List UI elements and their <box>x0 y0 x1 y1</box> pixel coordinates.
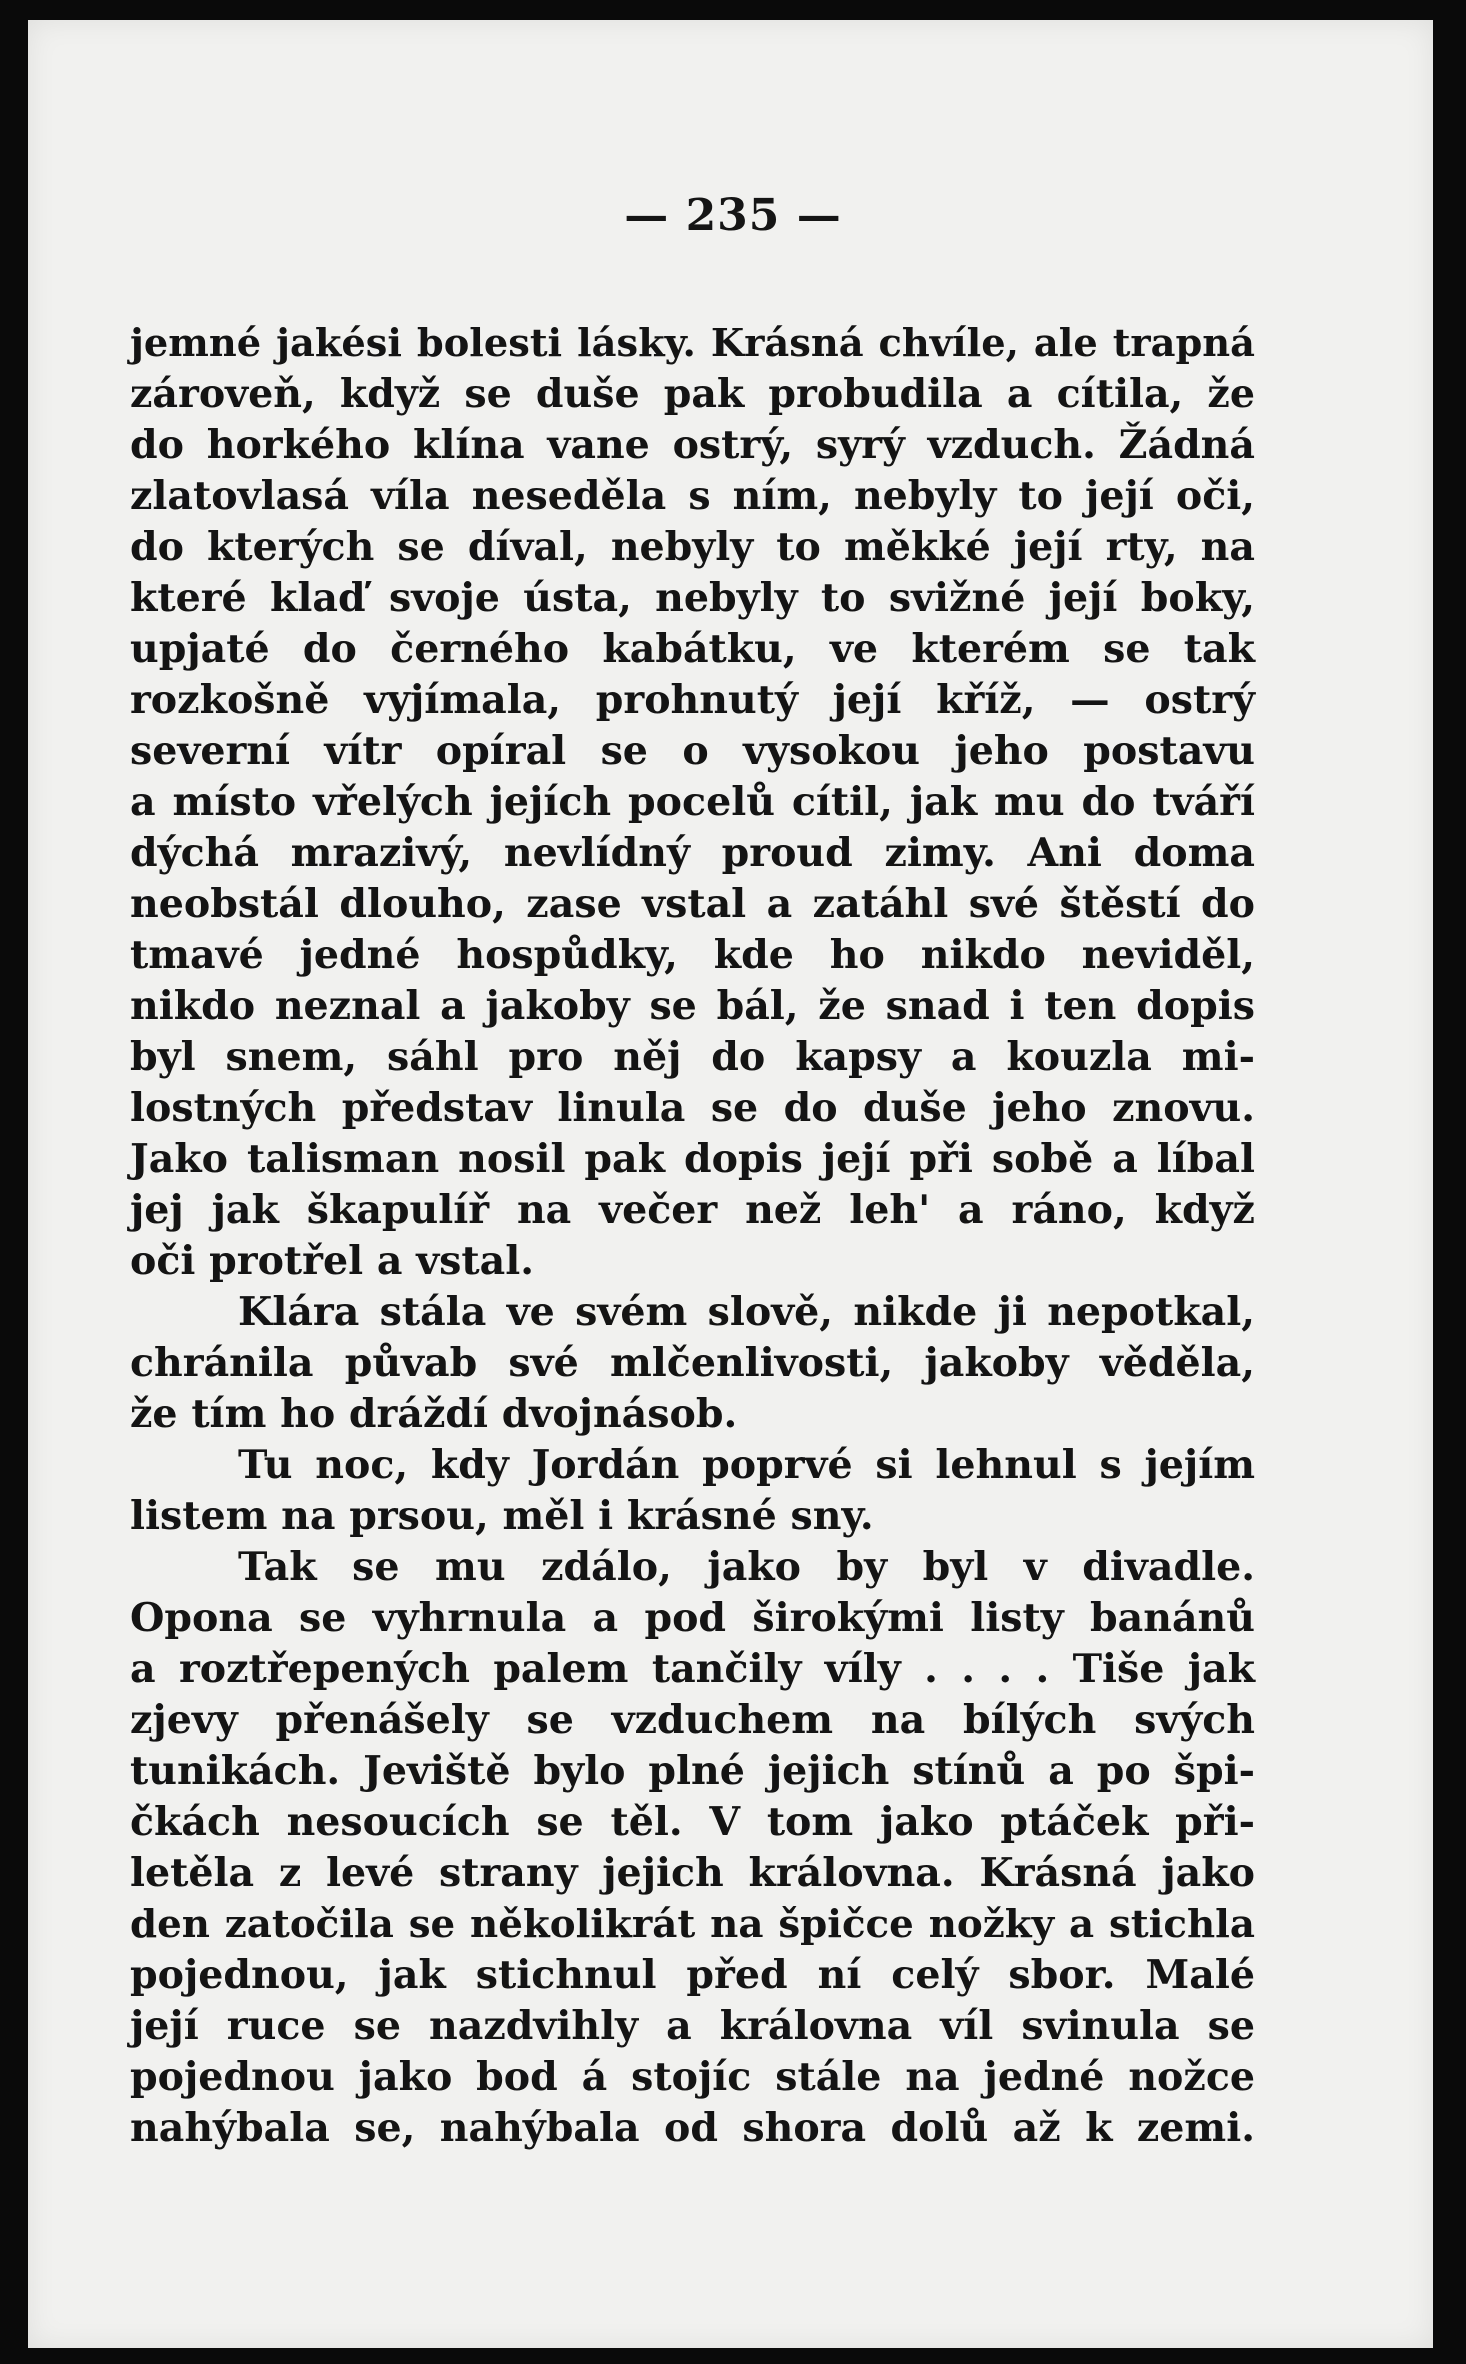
text-line: chránila půvab své mlčenlivosti, jakoby věděla, <box>130 1340 1255 1386</box>
text-line: jemné jakési bolesti lásky. Krásná chvíle, ale trapná <box>130 321 1255 366</box>
text-line: dýchá mrazivý, nevlídný proud zimy. Ani doma <box>130 830 1255 876</box>
text-line: listem na prsou, měl i krásné sny. <box>130 1493 874 1539</box>
text-line: do kterých se díval, nebyly to měkké její rty, na <box>130 524 1255 570</box>
text-line: zlatovlasá víla neseděla s ním, nebyly to její oči, <box>130 473 1255 519</box>
text-line: Jako talisman nosil pak dopis její při sobě a líbal <box>130 1136 1255 1182</box>
text-line: že tím ho dráždí dvojnásob. <box>130 1391 738 1437</box>
text-line: čkách nesoucích se těl. V tom jako ptáček při- <box>130 1799 1255 1845</box>
text-line: byl snem, sáhl pro něj do kapsy a kouzla mi- <box>130 1034 1255 1080</box>
text-line: zjevy přenášely se vzduchem na bílých svých <box>130 1697 1255 1743</box>
text-line: nahýbala se, nahýbala od shora dolů až k zemi. <box>130 2105 1255 2151</box>
page-number: — 235 — <box>624 190 842 241</box>
text-line: letěla z levé strany jejich královna. Krásná jako <box>130 1850 1255 1896</box>
text-line: oči protřel a vstal. <box>130 1238 535 1284</box>
text-line: pojednou, jak stichnul před ní celý sbor. Malé <box>130 1952 1255 1998</box>
text-line: a roztřepených palem tančily víly . . . . Tiše jak <box>130 1646 1255 1692</box>
text-line: které klaď svoje ústa, nebyly to svižné její boky, <box>130 575 1255 621</box>
text-line: upjaté do černého kabátku, ve kterém se tak <box>130 626 1255 672</box>
text-line: zároveň, když se duše pak probudila a cítila, že <box>130 371 1255 417</box>
text-line: jej jak škapulíř na večer než leh' a ráno, když <box>130 1187 1255 1233</box>
text-line: Tak se mu zdálo, jako by byl v divadle. <box>238 1544 1255 1590</box>
text-line: neobstál dlouho, zase vstal a zatáhl své štěstí do <box>130 881 1255 927</box>
text-line: Tu noc, kdy Jordán poprvé si lehnul s jejím <box>238 1442 1255 1488</box>
text-line: rozkošně vyjímala, prohnutý její kříž, — ostrý <box>130 677 1255 723</box>
text-line: tunikách. Jeviště bylo plné jejich stínů a po špi- <box>130 1748 1255 1794</box>
text-line: pojednou jako bod á stojíc stále na jedné nožce <box>130 2054 1255 2100</box>
text-line: tmavé jedné hospůdky, kde ho nikdo neviděl, <box>130 932 1255 978</box>
text-line: Opona se vyhrnula a pod širokými listy banánů <box>130 1595 1255 1641</box>
text-line: nikdo neznal a jakoby se bál, že snad i ten dopis <box>130 983 1255 1029</box>
binding-edge <box>0 0 26 2364</box>
text-line: severní vítr opíral se o vysokou jeho postavu <box>130 728 1255 774</box>
text-line: den zatočila se několikrát na špičce nožky a stichla <box>130 1902 1255 1947</box>
text-line: do horkého klína vane ostrý, syrý vzduch. Žádná <box>130 422 1255 468</box>
text-line: lostných představ linula se do duše jeho znovu. <box>130 1085 1255 1131</box>
body-text <box>130 318 1255 2154</box>
text-line: Klára stála ve svém slově, nikde ji nepotkal, <box>238 1289 1255 1335</box>
text-line: a místo vřelých jejích pocelů cítil, jak mu do tváří <box>130 779 1255 825</box>
text-line: její ruce se nazdvihly a královna víl svinula se <box>130 2003 1255 2049</box>
